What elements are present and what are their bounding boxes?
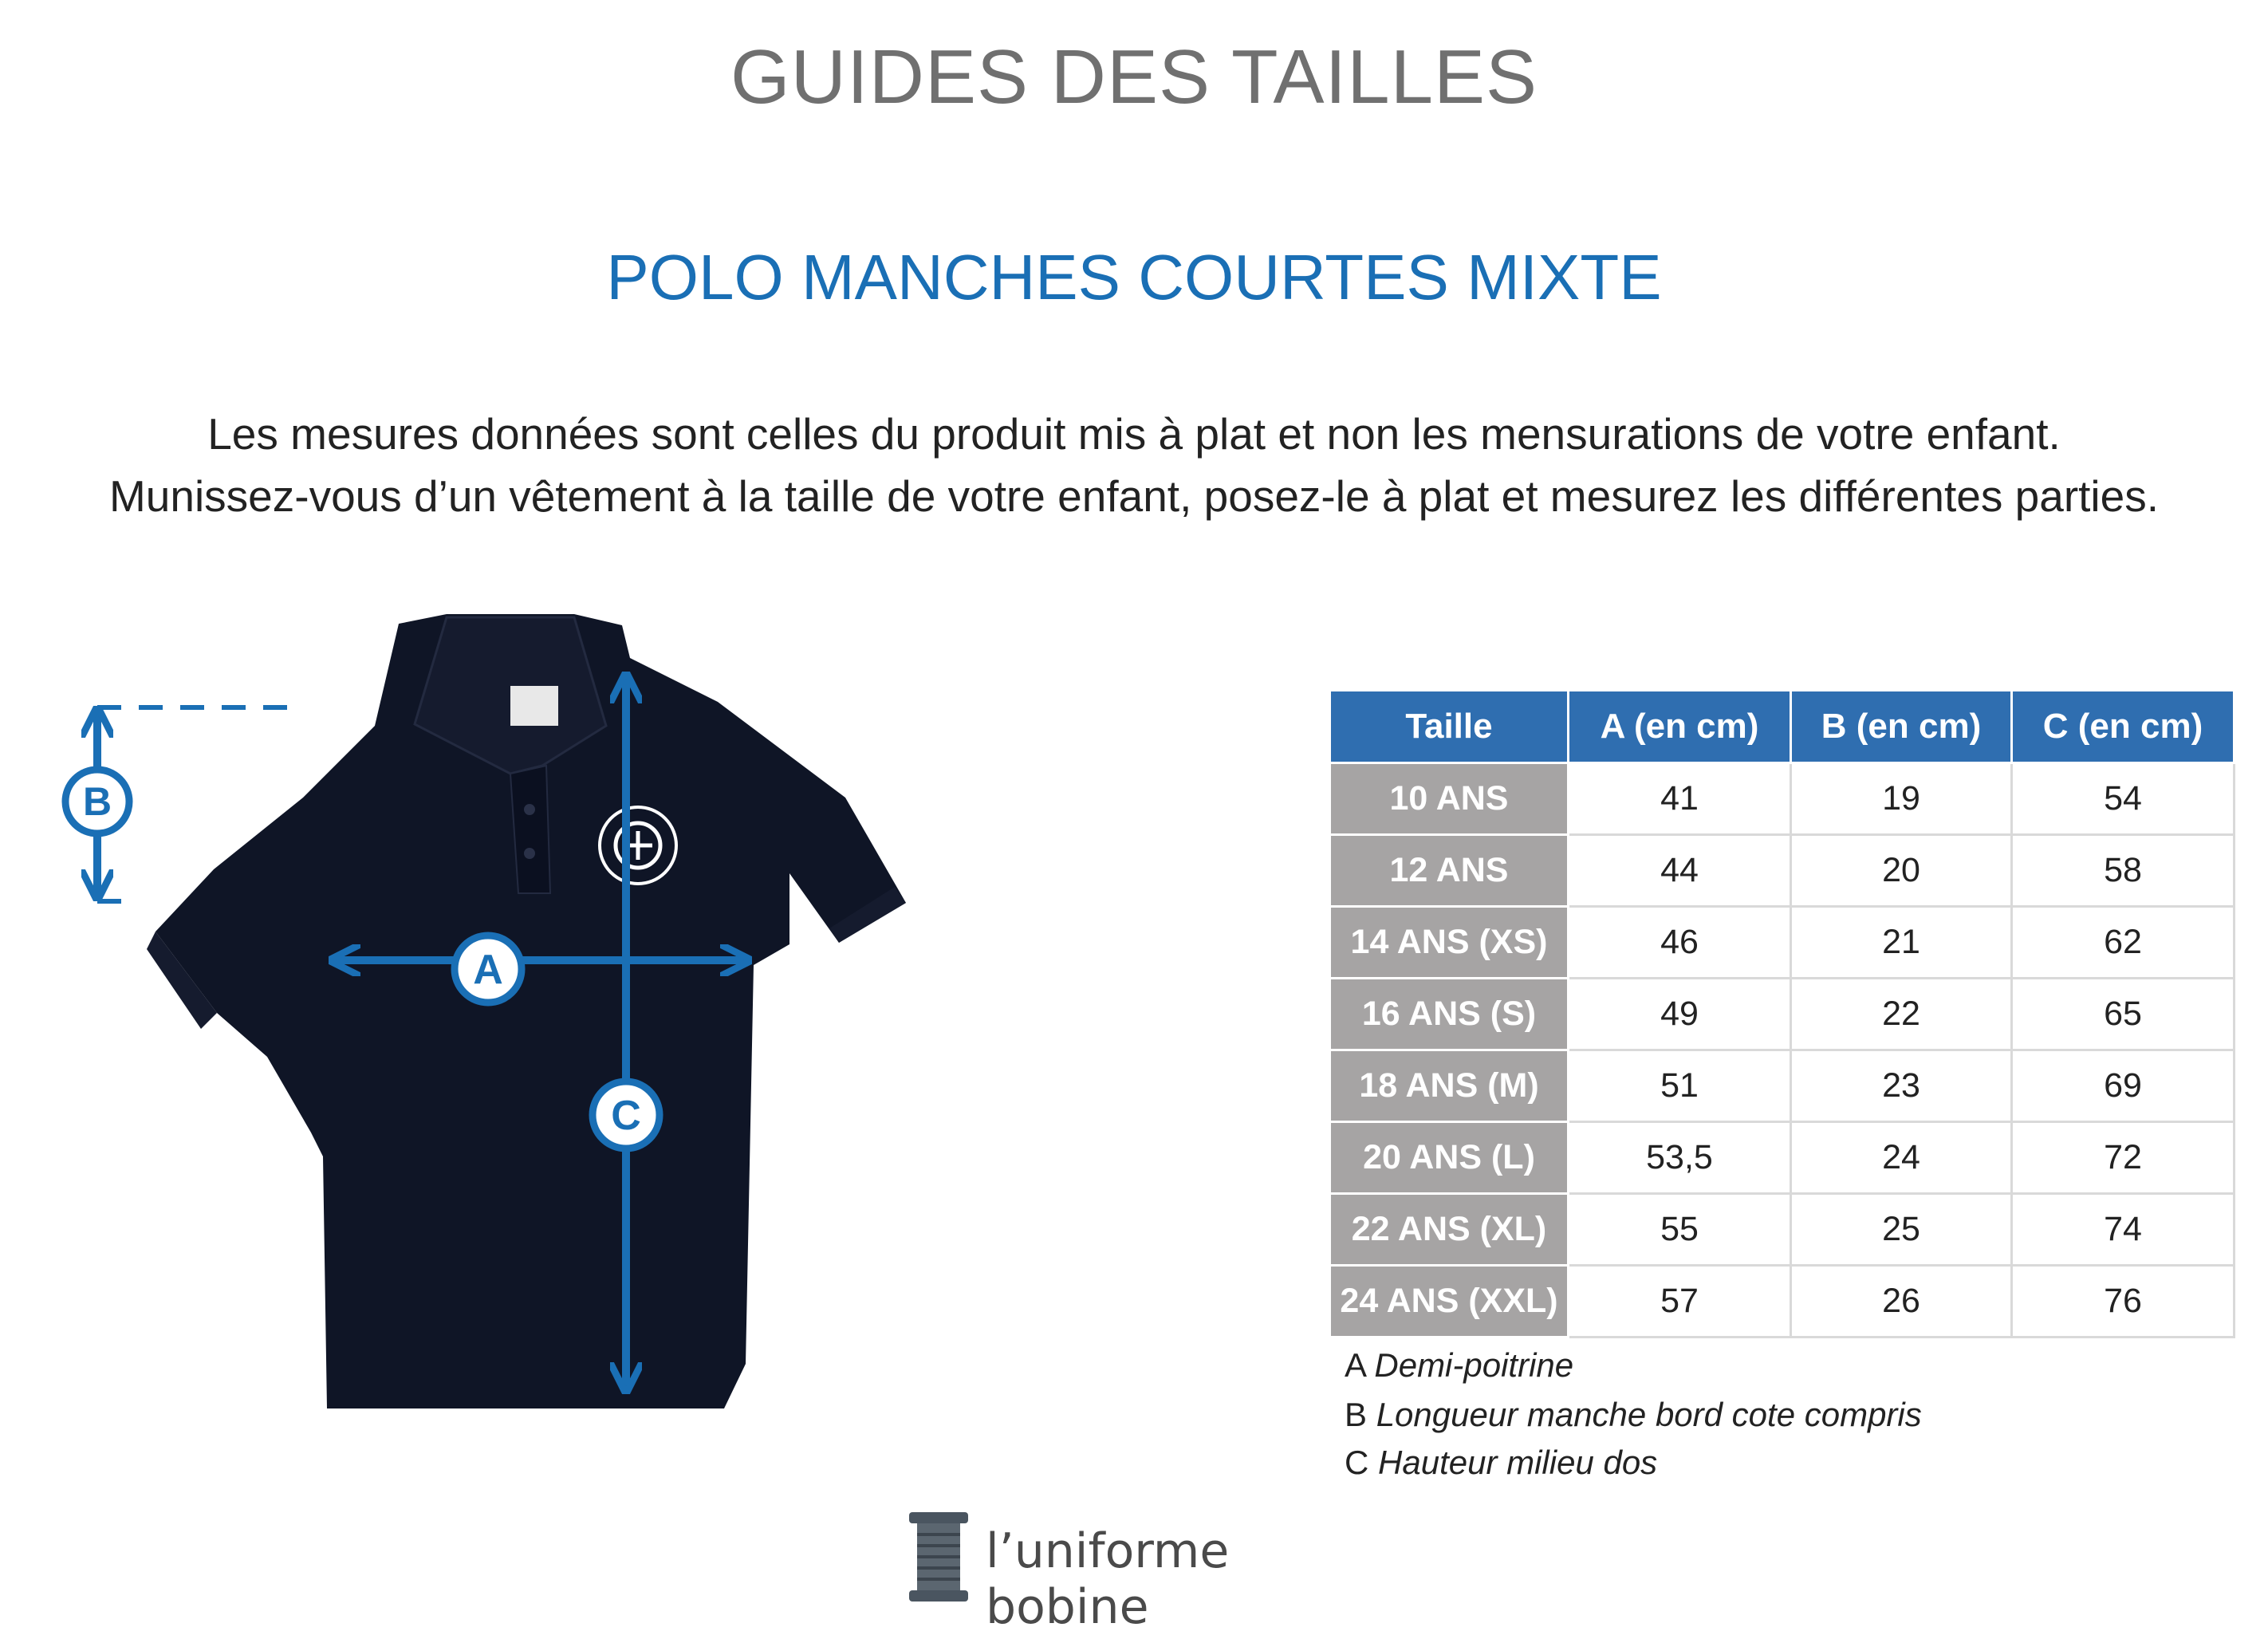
value-b: 22 [1791, 979, 2012, 1050]
header-a: A (en cm) [1569, 691, 1791, 763]
header-b: B (en cm) [1791, 691, 2012, 763]
intro-line-1: Les mesures données sont celles du produit mis à plat et non les mensurations de votre enfant. [207, 409, 2061, 459]
value-a: 41 [1569, 763, 1791, 835]
legend-item-b [1345, 1396, 1922, 1434]
label-a: A [473, 947, 503, 993]
table-row [1330, 907, 2235, 979]
value-c: 76 [2012, 1266, 2235, 1338]
value-c: 54 [2012, 763, 2235, 835]
size-cell: 10 ANS [1330, 763, 1569, 835]
value-c: 65 [2012, 979, 2235, 1050]
value-b: 19 [1791, 763, 2012, 835]
header-taille: Taille [1330, 691, 1569, 763]
table-row [1330, 763, 2235, 835]
value-b: 23 [1791, 1050, 2012, 1122]
neck-label [510, 686, 558, 726]
value-a: 57 [1569, 1266, 1791, 1338]
size-cell: 20 ANS (L) [1330, 1122, 1569, 1194]
size-cell: 22 ANS (XL) [1330, 1194, 1569, 1266]
size-cell: 24 ANS (XXL) [1330, 1266, 1569, 1338]
brand-logo [903, 1507, 1365, 1635]
value-b: 24 [1791, 1122, 2012, 1194]
brand-name: l’uniforme bobine [986, 1523, 1230, 1635]
table-row [1330, 1194, 2235, 1266]
legend-letter: A [1345, 1346, 1365, 1384]
value-c: 74 [2012, 1194, 2235, 1266]
table-row [1330, 1122, 2235, 1194]
size-cell: 18 ANS (M) [1330, 1050, 1569, 1122]
value-a: 51 [1569, 1050, 1791, 1122]
value-b: 26 [1791, 1266, 2012, 1338]
value-a: 46 [1569, 907, 1791, 979]
size-cell: 14 ANS (XS) [1330, 907, 1569, 979]
label-c: C [611, 1093, 641, 1139]
label-b: B [82, 779, 112, 824]
value-c: 62 [2012, 907, 2235, 979]
polo-measurement-diagram [0, 606, 957, 1444]
page-title: GUIDES DES TAILLES [730, 34, 1538, 120]
value-a: 44 [1569, 835, 1791, 907]
legend-desc: Longueur manche bord cote compris [1376, 1396, 1922, 1433]
legend-desc: Demi-poitrine [1374, 1346, 1574, 1384]
legend-letter: B [1345, 1396, 1368, 1433]
legend-letter: C [1345, 1444, 1369, 1481]
table-header-row [1330, 691, 2235, 763]
value-b: 25 [1791, 1194, 2012, 1266]
table-row [1330, 1266, 2235, 1338]
value-a: 53,5 [1569, 1122, 1791, 1194]
size-cell: 12 ANS [1330, 835, 1569, 907]
size-table [1329, 689, 2235, 1338]
product-title: POLO MANCHES COURTES MIXTE [606, 242, 1662, 313]
legend-item-a [1345, 1346, 1573, 1385]
value-c: 58 [2012, 835, 2235, 907]
value-c: 69 [2012, 1050, 2235, 1122]
table-row [1330, 979, 2235, 1050]
size-cell: 16 ANS (S) [1330, 979, 1569, 1050]
table-row [1330, 835, 2235, 907]
value-c: 72 [2012, 1122, 2235, 1194]
value-b: 20 [1791, 835, 2012, 907]
legend-desc: Hauteur milieu dos [1378, 1444, 1658, 1481]
value-b: 21 [1791, 907, 2012, 979]
header-c: C (en cm) [2012, 691, 2235, 763]
intro-line-2: Munissez-vous d’un vêtement à la taille de votre enfant, posez-le à plat et mesurez les différentes parties. [108, 471, 2160, 521]
spool-icon [903, 1507, 975, 1603]
legend-item-c [1345, 1444, 1657, 1482]
value-a: 55 [1569, 1194, 1791, 1266]
table-row [1330, 1050, 2235, 1122]
value-a: 49 [1569, 979, 1791, 1050]
